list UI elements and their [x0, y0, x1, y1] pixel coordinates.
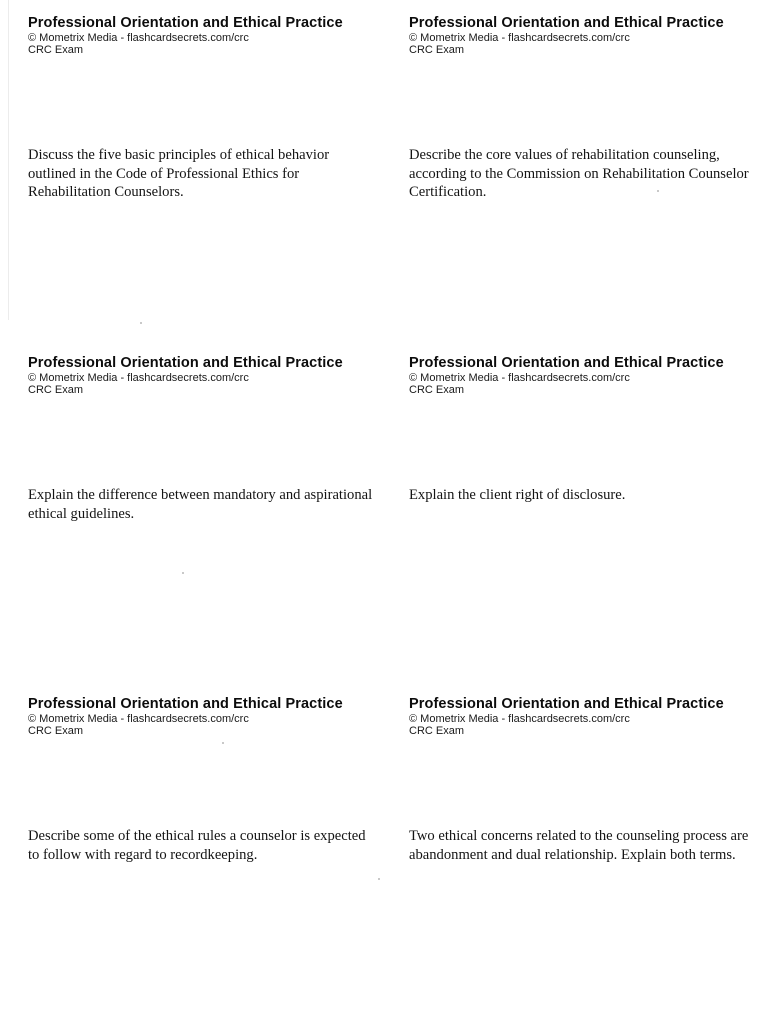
card-source: © Mometrix Media - flashcardsecrets.com/crc — [409, 372, 630, 384]
card-source: © Mometrix Media - flashcardsecrets.com/crc — [409, 32, 630, 44]
card-question: Describe the core values of rehabilitation counseling, according to the Commission on Rehabilitation Counselor Certification. — [409, 147, 749, 200]
card-source: © Mometrix Media - flashcardsecrets.com/crc — [28, 713, 249, 725]
flashcard-6 — [409, 695, 768, 1025]
card-question: Explain the client right of disclosure. — [409, 487, 626, 503]
flashcard-1 — [28, 14, 400, 344]
flashcard-3 — [28, 354, 400, 684]
card-title: Professional Orientation and Ethical Practice — [28, 355, 343, 371]
scan-speck — [182, 572, 184, 574]
scan-speck — [657, 190, 659, 192]
card-question: Discuss the five basic principles of ethical behavior outlined in the Code of Professional Ethics for Rehabilitation Counselors. — [28, 147, 330, 200]
card-exam: CRC Exam — [28, 44, 84, 56]
card-source: © Mometrix Media - flashcardsecrets.com/crc — [28, 32, 249, 44]
scan-speck — [140, 322, 142, 324]
card-exam: CRC Exam — [28, 384, 84, 396]
scan-speck — [378, 878, 380, 880]
flashcard-2 — [409, 14, 768, 344]
card-title: Professional Orientation and Ethical Practice — [409, 15, 724, 31]
card-title: Professional Orientation and Ethical Practice — [409, 355, 724, 371]
card-question: Describe some of the ethical rules a counselor is expected to follow with regard to recordkeeping. — [28, 828, 366, 863]
card-title: Professional Orientation and Ethical Practice — [409, 696, 724, 712]
card-exam: CRC Exam — [409, 44, 465, 56]
scan-edge-line — [8, 0, 9, 320]
card-question: Two ethical concerns related to the counseling process are abandonment and dual relationship. Explain both terms. — [409, 828, 749, 863]
card-exam: CRC Exam — [409, 384, 465, 396]
flashcard-4 — [409, 354, 768, 684]
card-source: © Mometrix Media - flashcardsecrets.com/crc — [28, 372, 249, 384]
card-question: Explain the difference between mandatory and aspirational ethical guidelines. — [28, 487, 373, 522]
flashcard-5 — [28, 695, 400, 1025]
card-title: Professional Orientation and Ethical Practice — [28, 696, 343, 712]
card-source: © Mometrix Media - flashcardsecrets.com/crc — [409, 713, 630, 725]
card-exam: CRC Exam — [28, 725, 84, 737]
scan-speck — [222, 742, 224, 744]
card-exam: CRC Exam — [409, 725, 465, 737]
card-title: Professional Orientation and Ethical Practice — [28, 15, 343, 31]
